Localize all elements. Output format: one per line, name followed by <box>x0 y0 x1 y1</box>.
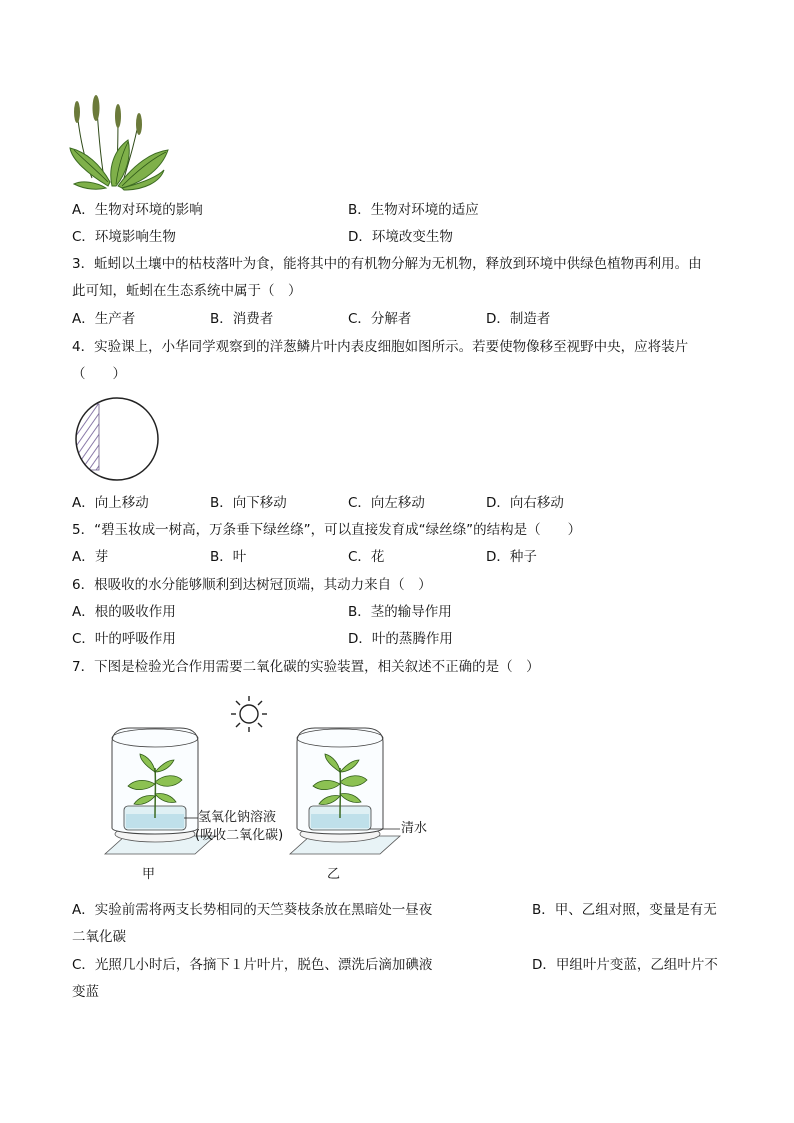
question-3-text: 3．蚯蚓以土壤中的枯枝落叶为食，能将其中的有机物分解为无机物，释放到环境中供绿色植物再利用。由 <box>72 256 702 272</box>
option-c: C．光照几小时后，各摘下１片叶片，脱色、漂洗后滴加碘液 <box>72 957 433 973</box>
option-c: C．叶的呼吸作用 <box>72 631 176 647</box>
question-7-text: 7．下图是检验光合作用需要二氧化碳的实验装置，相关叙述不正确的是（ ） <box>72 659 540 675</box>
option-d: D．环境改变生物 <box>348 229 453 245</box>
question-3-text-cont: 此可知，蚯蚓在生态系统中属于（ ） <box>72 283 302 299</box>
option-a: A．向上移动 <box>72 495 149 511</box>
option-b: B．生物对环境的适应 <box>348 202 479 218</box>
option-d: D．制造者 <box>486 311 551 327</box>
question-6-text: 6．根吸收的水分能够顺利到达树冠顶端，其动力来自（ ） <box>72 577 432 593</box>
apparatus-yi <box>290 728 400 854</box>
option-a: A．实验前需将两支长势相同的天竺葵枝条放在黑暗处一昼夜 <box>72 902 433 918</box>
option-a: A．生产者 <box>72 311 136 327</box>
option-a: A．生物对环境的影响 <box>72 202 203 218</box>
label-naoh: 氢氧化钠溶液 <box>198 810 277 825</box>
option-c: C．分解者 <box>348 311 412 327</box>
label-jia: 甲 <box>142 867 156 882</box>
option-b: B．茎的输导作用 <box>348 604 452 620</box>
option-c: C．向左移动 <box>348 495 425 511</box>
option-d: D．向右移动 <box>486 495 564 511</box>
label-water: 清水 <box>401 821 428 836</box>
option-c: C．环境影响生物 <box>72 229 176 245</box>
label-yi: 乙 <box>327 867 341 882</box>
option-b: B．消费者 <box>210 311 274 327</box>
label-absorb-co2: (吸收二氧化碳) <box>195 828 284 843</box>
option-a: A．芽 <box>72 549 109 565</box>
option-b: B．向下移动 <box>210 495 287 511</box>
photosynthesis-experiment-figure <box>100 688 440 888</box>
microscope-field-of-view <box>74 396 162 484</box>
plantain-plant-illustration <box>68 94 172 192</box>
question-5-text: 5．“碧玉妆成一树高，万条垂下绿丝绦”，可以直接发育成“绿丝绦”的结构是（ ） <box>72 522 582 538</box>
option-b-cont: 二氧化碳 <box>72 929 126 945</box>
option-c: C．花 <box>348 549 385 565</box>
option-b: B．叶 <box>210 549 247 565</box>
question-4-text: 4．实验课上，小华同学观察到的洋葱鳞片叶内表皮细胞如图所示。若要使物像移至视野中央，应将装片 <box>72 339 689 355</box>
question-4-text-cont: （ ） <box>72 366 126 382</box>
option-d: D．种子 <box>486 549 537 565</box>
option-d-cont: 变蓝 <box>72 984 99 1000</box>
option-a: A．根的吸收作用 <box>72 604 176 620</box>
option-d: D．甲组叶片变蓝，乙组叶片不 <box>532 957 718 973</box>
option-d: D．叶的蒸腾作用 <box>348 631 453 647</box>
option-b: B．甲、乙组对照，变量是有无 <box>532 902 717 918</box>
sun-icon <box>231 696 267 732</box>
